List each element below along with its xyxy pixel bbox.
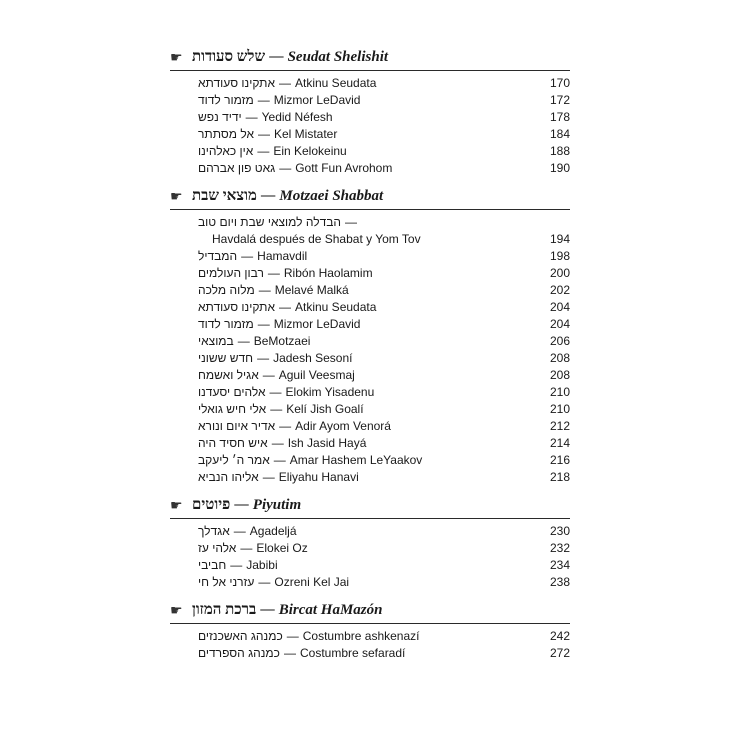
entry-title: Costumbre sefaradí [299,646,406,660]
em-dash: — [257,144,270,158]
em-dash: — [230,558,243,572]
entry-title: Kelí Jish Goalí [286,402,364,416]
entry-hebrew-title: כמנהג הספרדים [198,646,280,660]
pointing-hand-icon: ☛ [170,496,183,513]
toc-entry[interactable] [170,367,570,384]
entry-title: Amar Hashem LeYaakov [289,453,423,467]
em-dash: — [257,93,270,107]
entry-title: Atkinu Seudata [295,300,377,314]
entry-title: Ish Jasid Hayá [287,436,367,450]
entry-hebrew-title: מלוה מלכה [198,283,255,297]
em-dash: — [257,351,270,365]
toc-entry[interactable] [170,231,570,248]
em-dash: — [279,300,291,314]
toc-section [170,183,570,486]
em-dash: — [234,497,249,513]
page-number: 204 [549,300,570,314]
entry-hebrew-title: המבדיל [198,249,238,263]
em-dash: — [269,49,284,65]
entry-hebrew-title: אמר ה׳ ליעקב [198,453,270,467]
entry-title: Jadesh Sesoní [273,351,353,365]
entry-hebrew-title: ידיד נפש [198,110,242,124]
toc-section [170,492,570,591]
entry-title: Havdalá después de Shabat y Yom Tov [212,232,421,246]
toc-entry[interactable] [170,401,570,418]
page-number: 200 [549,266,570,280]
em-dash: — [283,646,296,660]
em-dash: — [260,602,275,618]
entry-title: Mizmor LeDavid [273,317,361,331]
entry-hebrew-title: מזמור לדוד [198,93,254,107]
page-number: 238 [549,575,570,589]
page-number: 272 [549,646,570,660]
toc-entry[interactable] [170,557,570,574]
page-number: 184 [549,127,570,141]
section-heading [170,597,570,624]
entry-hebrew-title: גאט פון אברהם [198,161,276,175]
toc-entry[interactable] [170,574,570,591]
page-number: 214 [549,436,570,450]
page-number: 202 [549,283,570,297]
toc-entry[interactable] [170,109,570,126]
entry-title: Elokei Oz [256,541,308,555]
entry-hebrew-title: אתקינו סעודתא [198,76,275,90]
toc-section [170,44,570,177]
em-dash: — [279,161,292,175]
page-number: 210 [549,385,570,399]
toc-entry[interactable] [170,645,570,662]
page-number: 242 [549,629,570,643]
toc-entry[interactable] [170,282,570,299]
em-dash: — [269,385,282,399]
em-dash: — [240,541,253,555]
section-title: Bircat HaMazón [278,601,383,618]
toc-entry[interactable] [170,160,570,177]
page-number: 216 [549,453,570,467]
entry-title: BeMotzaei [253,334,311,348]
entry-hebrew-title: חביבי [198,558,227,572]
em-dash: — [271,436,284,450]
page-number: 188 [549,144,570,158]
em-dash: — [257,317,270,331]
entry-title: Agadeljá [249,524,297,538]
entry-hebrew-title: אגיל ואשמח [198,368,259,382]
toc-entry[interactable] [170,265,570,282]
entry-title: Gott Fun Avrohom [295,161,393,175]
page-number: 208 [549,368,570,382]
em-dash: — [279,419,292,433]
entry-hebrew-title: אלהים יסעדנו [198,385,266,399]
section-hebrew-title: ברכת המזון [192,601,257,618]
section-hebrew-title: שלש סעודות [192,48,266,65]
entry-title: Eliyahu Hanavi [278,470,359,484]
entry-hebrew-title: הבדלה למוצאי שבת ויום טוב [198,215,342,229]
toc-entry[interactable] [170,92,570,109]
entry-hebrew-title: אליהו הנביא [198,470,259,484]
entry-hebrew-title: אלי חיש גואלי [198,402,267,416]
em-dash: — [245,110,258,124]
entry-title: Atkinu Seudata [295,76,377,90]
pointing-hand-icon: ☛ [170,601,183,618]
entry-title: Hamavdil [257,249,308,263]
em-dash: — [258,283,271,297]
section-title: Piyutim [252,496,302,513]
toc-entry[interactable] [170,316,570,333]
em-dash: — [286,629,299,643]
section-heading [170,492,570,519]
page-number: 234 [549,558,570,572]
page-number: 206 [549,334,570,348]
entry-title: Yedid Néfesh [261,110,333,124]
toc-entry[interactable] [170,628,570,645]
entry-title: Aguil Veesmaj [278,368,355,382]
entry-hebrew-title: אל מסתתר [198,127,254,141]
page-number: 232 [549,541,570,555]
entry-hebrew-title: במוצאי [198,334,234,348]
toc-entry[interactable] [170,452,570,469]
toc-entry[interactable] [170,418,570,435]
em-dash: — [233,524,246,538]
em-dash: — [262,368,275,382]
em-dash: — [237,334,250,348]
em-dash: — [260,188,276,204]
em-dash: — [262,470,275,484]
em-dash: — [241,249,254,263]
entry-hebrew-title: אלהי עז [198,541,237,555]
toc-entry[interactable] [170,350,570,367]
entry-hebrew-title: אין כאלהינו [198,144,254,158]
entry-title: Ozreni Kel Jai [274,575,350,589]
page-number: 198 [549,249,570,263]
page-number: 230 [549,524,570,538]
page-number: 178 [549,110,570,124]
pointing-hand-icon: ☛ [170,187,183,204]
page-number: 194 [549,232,570,246]
entry-title: Kel Mistater [273,127,338,141]
toc-entry[interactable] [170,384,570,401]
section-title: Seudat Shelishit [287,48,389,65]
entry-hebrew-title: אגדלך [198,524,230,538]
entry-title: Jabibi [246,558,278,572]
em-dash: — [257,127,270,141]
entry-hebrew-title: חדש ששוני [198,351,254,365]
entry-title: Costumbre ashkenazí [302,629,420,643]
page-number: 212 [549,419,570,433]
page-number: 218 [549,470,570,484]
toc-entry[interactable] [170,143,570,160]
em-dash: — [258,575,271,589]
entry-hebrew-title: עזרני אל חי [198,575,255,589]
entry-title: Melavé Malká [274,283,349,297]
entry-hebrew-title: איש חסיד היה [198,436,268,450]
section-heading [170,183,570,210]
toc-section [170,597,570,662]
em-dash: — [270,402,283,416]
toc-entry[interactable] [170,333,570,350]
toc-entry[interactable] [170,299,570,316]
entry-hebrew-title: אדיר איום ונורא [198,419,276,433]
page-number: 208 [549,351,570,365]
toc-entry[interactable] [170,126,570,143]
toc-entry[interactable] [170,214,570,231]
entry-hebrew-title: כמנהג האשכנזים [198,629,283,643]
entry-hebrew-title: רבון העולמים [198,266,264,280]
toc-entry[interactable] [170,523,570,540]
entry-hebrew-title: מזמור לדוד [198,317,254,331]
table-of-contents [170,44,570,668]
section-hebrew-title: מוצאי שבת [192,187,257,204]
em-dash: — [273,453,286,467]
pointing-hand-icon: ☛ [170,48,183,65]
toc-entry[interactable] [170,248,570,265]
entry-title: Mizmor LeDavid [273,93,361,107]
section-hebrew-title: פיוטים [192,496,231,513]
toc-entry[interactable] [170,75,570,92]
entry-title: Elokim Yisadenu [285,385,375,399]
section-title: Motzaei Shabbat [279,187,384,204]
entry-title: Ein Kelokeinu [273,144,347,158]
entry-hebrew-title: אתקינו סעודתא [198,300,275,314]
page-number: 204 [549,317,570,331]
toc-entry[interactable] [170,469,570,486]
em-dash: — [345,215,358,229]
em-dash: — [267,266,280,280]
page-number: 170 [549,76,570,90]
page-number: 210 [549,402,570,416]
page-number [530,214,570,231]
toc-entry[interactable] [170,435,570,452]
section-heading [170,44,570,71]
entry-title: Adir Ayom Venorá [295,419,391,433]
page-number: 172 [549,93,570,107]
em-dash: — [279,76,291,90]
entry-title: Ribón Haolamim [283,266,373,280]
toc-entry[interactable] [170,540,570,557]
page-number: 190 [549,161,570,175]
